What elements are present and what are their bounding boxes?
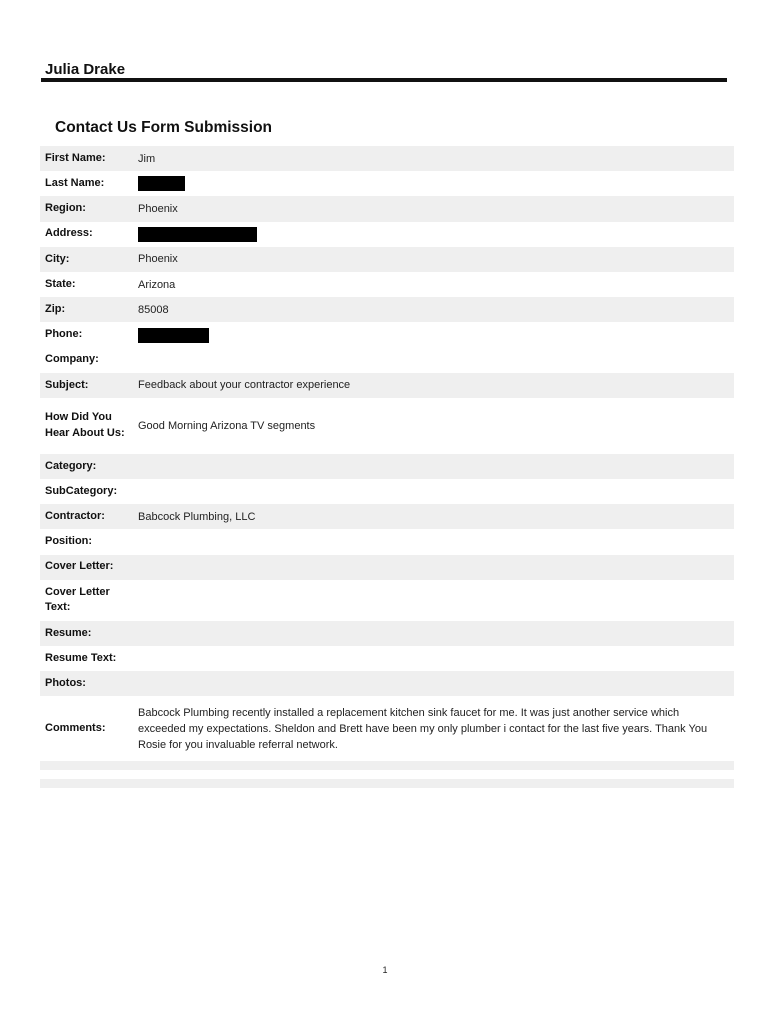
field-row-region [40,196,734,221]
field-value [138,226,734,242]
field-value: Arizona [138,278,176,291]
field-value: Jim [138,152,156,165]
field-row-subject [40,373,734,398]
field-label: Cover Letter: [45,560,114,573]
field-row-how-did-you-hear [40,398,734,454]
field-label: Last Name: [45,177,105,190]
field-value: Good Morning Arizona TV segments [138,419,316,432]
page-number: 1 [382,965,388,975]
field-row-cover-letter [40,555,734,580]
field-label: Zip: [45,302,66,315]
field-label: Region: [45,202,86,215]
field-row-company [40,348,734,373]
field-label: Company: [45,353,99,366]
redaction-block [138,176,185,191]
field-label: SubCategory: [45,484,118,497]
form-title: Contact Us Form Submission [55,119,273,136]
field-row-comments [40,696,734,761]
field-row-resume-text [40,646,734,671]
field-value: Phoenix [138,202,178,215]
row-gap [40,770,734,779]
field-row-zip [40,297,734,322]
header-divider [41,78,727,82]
field-row-phone [40,322,734,347]
field-label: Phone: [45,328,83,341]
field-label: Resume: [45,626,92,639]
field-row-position [40,529,734,554]
field-row-photos [40,671,734,696]
field-label: Subject: [45,378,89,391]
submitter-name: Julia Drake [45,61,126,78]
field-row-category [40,454,734,479]
field-row-cover-letter-text [40,580,734,621]
field-value [138,176,734,192]
field-row-address [40,222,734,247]
field-value: Babcock Plumbing recently installed a replacement kitchen sink faucet for me. It was just another service which exceeded my expectations. Sheldon and Brett have been my only plumber i contact for the last five years. Thank You Rosie for you invaluable referral network. [138,706,708,751]
field-row-contractor [40,504,734,529]
field-label: Cover Letter Text: [45,585,110,614]
field-label: How Did You Hear About Us: [45,411,125,439]
field-row-state [40,272,734,297]
field-row-first-name [40,146,734,171]
form-fields-table [40,146,734,788]
redaction-block [138,227,257,242]
field-value: Babcock Plumbing, LLC [138,510,256,523]
field-value: Phoenix [138,253,178,266]
field-label: City: [45,252,70,265]
field-row-resume [40,621,734,646]
field-label: First Name: [45,151,106,164]
field-row-last-name [40,171,734,196]
field-label: Resume Text: [45,651,117,664]
field-row-subcategory [40,479,734,504]
empty-row [40,761,734,770]
field-row-city [40,247,734,272]
field-value [138,327,734,343]
field-label: Photos: [45,677,86,690]
field-label: Position: [45,535,93,548]
field-label: Comments: [45,722,106,735]
field-label: Category: [45,459,97,472]
field-label: State: [45,277,76,290]
field-label: Contractor: [45,510,105,523]
field-value: 85008 [138,303,169,316]
redaction-block [138,328,209,343]
field-value: Feedback about your contractor experience [138,379,351,392]
field-label: Address: [45,227,93,240]
empty-row [40,779,734,788]
